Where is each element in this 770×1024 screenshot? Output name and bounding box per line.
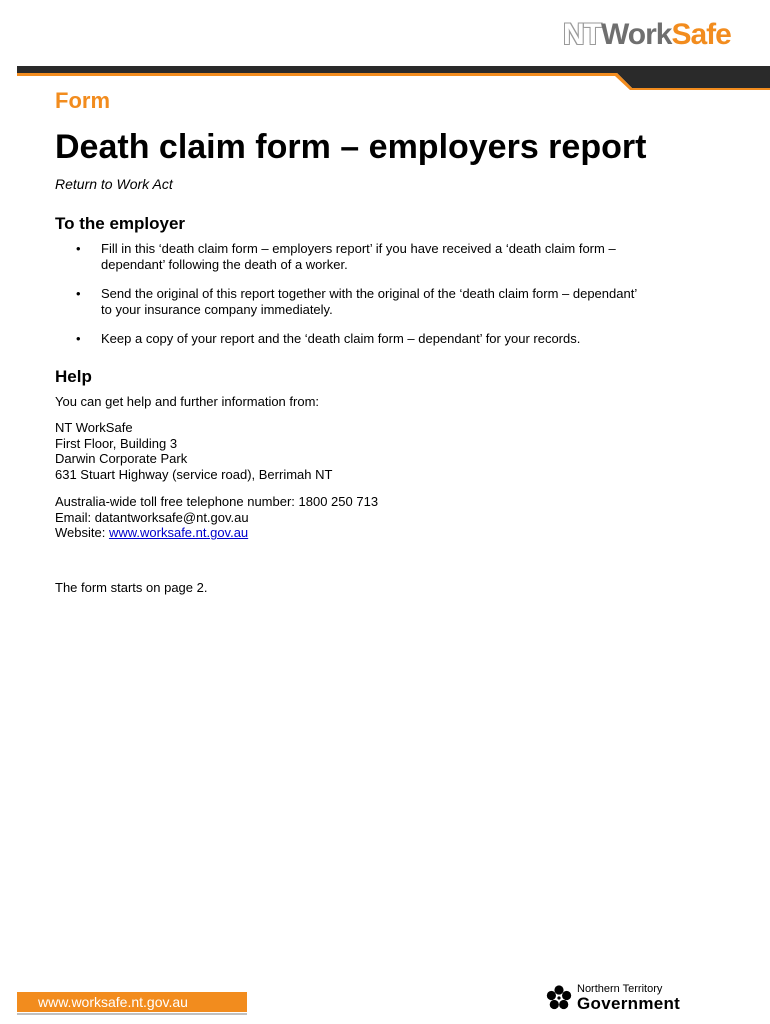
footer-divider [17,1013,247,1015]
address-line: 631 Stuart Highway (service road), Berrimah NT [55,467,333,483]
help-intro: You can get help and further information from: [55,394,320,409]
employer-heading: To the employer [55,214,186,233]
document-type-label: Form [55,88,110,113]
bullet-icon: • [76,241,81,256]
address-line: NT WorkSafe [55,420,133,435]
employer-instructions [55,241,705,361]
bullet-icon: • [76,331,81,346]
list-item: • Fill in this ‘death claim form – employers report’ if you have received a ‘death claim form – dependant’ following the death of a worker. [76,241,616,272]
page-title: Death claim form – employers report [55,128,647,166]
address-block [55,420,332,483]
website-link[interactable]: www.worksafe.nt.gov.au [108,525,249,541]
bullet-icon: • [76,286,81,301]
form-start-note: The form starts on page 2. [55,580,208,595]
nt-government-logo: Northern Territory Government [546,983,691,1013]
nt-worksafe-logo: NTWorkSafe [563,18,731,51]
phone-line: Australia-wide toll free telephone number: 1800 250 713 [55,494,379,509]
footer-url[interactable]: www.worksafe.nt.gov.au [17,992,247,1012]
address-line: Darwin Corporate Park [55,451,188,467]
email-line: Email: datantworksafe@nt.gov.au [55,509,249,525]
desert-rose-icon [546,985,572,1011]
website-line: Website: www.worksafe.nt.gov.au [55,525,249,541]
help-heading: Help [55,367,92,386]
contact-block [55,494,378,541]
list-item: • Send the original of this report together with the original of the ‘death claim form – dependant’ to your insurance company immediately. [76,286,638,317]
list-item: • Keep a copy of your report and the ‘death claim form – dependant’ for your records. [76,331,581,346]
act-subtitle: Return to Work Act [55,176,173,192]
address-line: First Floor, Building 3 [55,435,178,451]
